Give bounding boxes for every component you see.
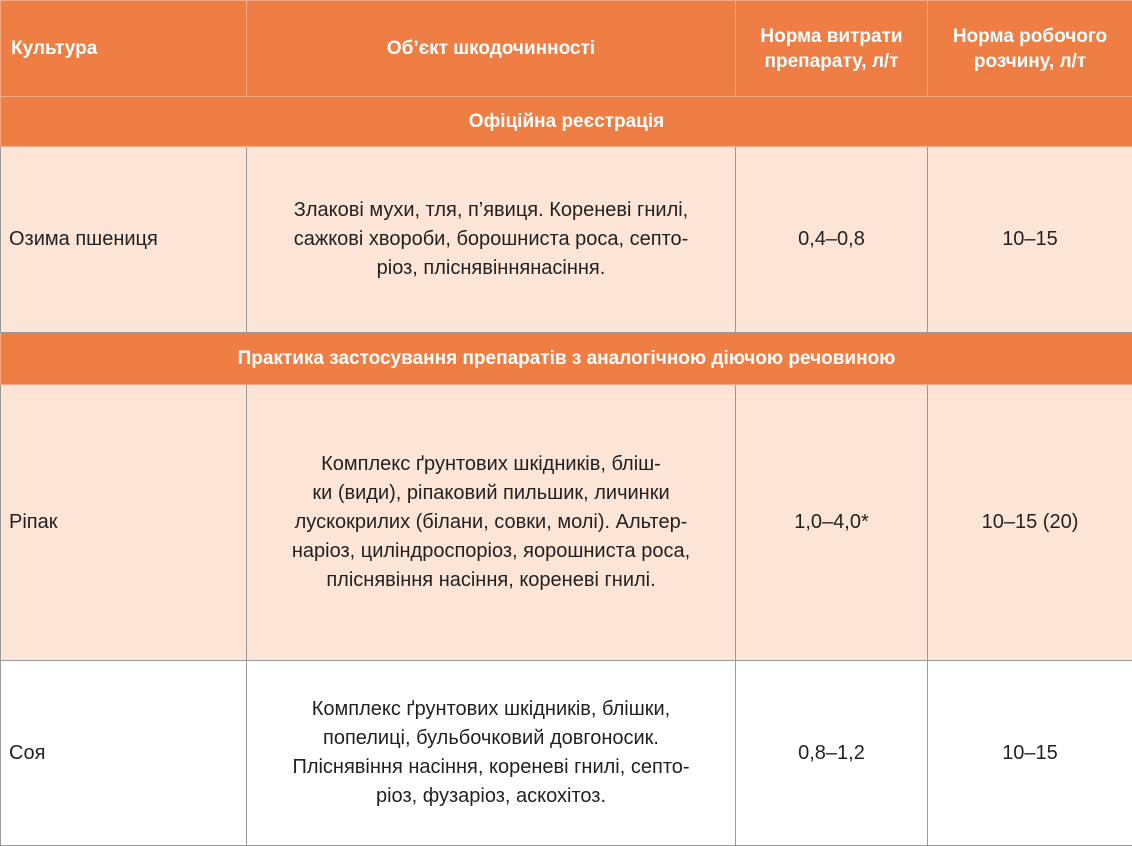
- object-line: Комплекс ґрунтових шкідників, бліш-: [253, 450, 729, 479]
- header-solution: Норма робочого розчину, л/т: [928, 1, 1132, 97]
- header-culture: Культура: [1, 1, 247, 97]
- object-line: сажкові хвороби, борошниста роса, септо-: [253, 225, 729, 254]
- object-cell: [247, 385, 736, 661]
- rate-cell: 0,8–1,2: [736, 661, 928, 846]
- section-title: Практика застосування препаратів з аналогічною діючою речовиною: [1, 333, 1132, 385]
- crop-cell: Соя: [1, 661, 247, 846]
- solution-cell: 10–15: [928, 147, 1132, 333]
- object-cell: [247, 661, 736, 846]
- header-object: Об’єкт шкодочинності: [247, 1, 736, 97]
- object-line: Злакові мухи, тля, п’явиця. Кореневі гнилі,: [253, 196, 729, 225]
- solution-cell: 10–15: [928, 661, 1132, 846]
- rate-cell: 1,0–4,0*: [736, 385, 928, 661]
- object-line: ки (види), ріпаковий пильшик, личинки: [253, 479, 729, 508]
- solution-cell: 10–15 (20): [928, 385, 1132, 661]
- object-cell: [247, 147, 736, 333]
- object-line: ріоз, фузаріоз, аскохітоз.: [253, 782, 729, 811]
- object-line: пліснявіння насіння, кореневі гнилі.: [253, 566, 729, 595]
- table-row: [1, 661, 1132, 846]
- section-row-official: [1, 97, 1132, 147]
- crop-cell: Ріпак: [1, 385, 247, 661]
- section-row-practice: [1, 333, 1132, 385]
- table-row: [1, 385, 1132, 661]
- object-line: ріоз, пліснявіннянасіння.: [253, 254, 729, 283]
- header-rate: Норма витрати препарату, л/т: [736, 1, 928, 97]
- section-title: Офіційна реєстрація: [1, 97, 1132, 147]
- crop-cell: Озима пшениця: [1, 147, 247, 333]
- object-line: Пліснявіння насіння, кореневі гнилі, септо-: [253, 753, 729, 782]
- object-line: Комплекс ґрунтових шкідників, блішки,: [253, 695, 729, 724]
- table-row: [1, 147, 1132, 333]
- rate-cell: 0,4–0,8: [736, 147, 928, 333]
- object-line: попелиці, бульбочковий довгоносик.: [253, 724, 729, 753]
- table-header-row: [1, 1, 1132, 97]
- object-line: наріоз, циліндроспоріоз, яорошниста роса,: [253, 537, 729, 566]
- object-line: лускокрилих (білани, совки, молі). Альтер-: [253, 508, 729, 537]
